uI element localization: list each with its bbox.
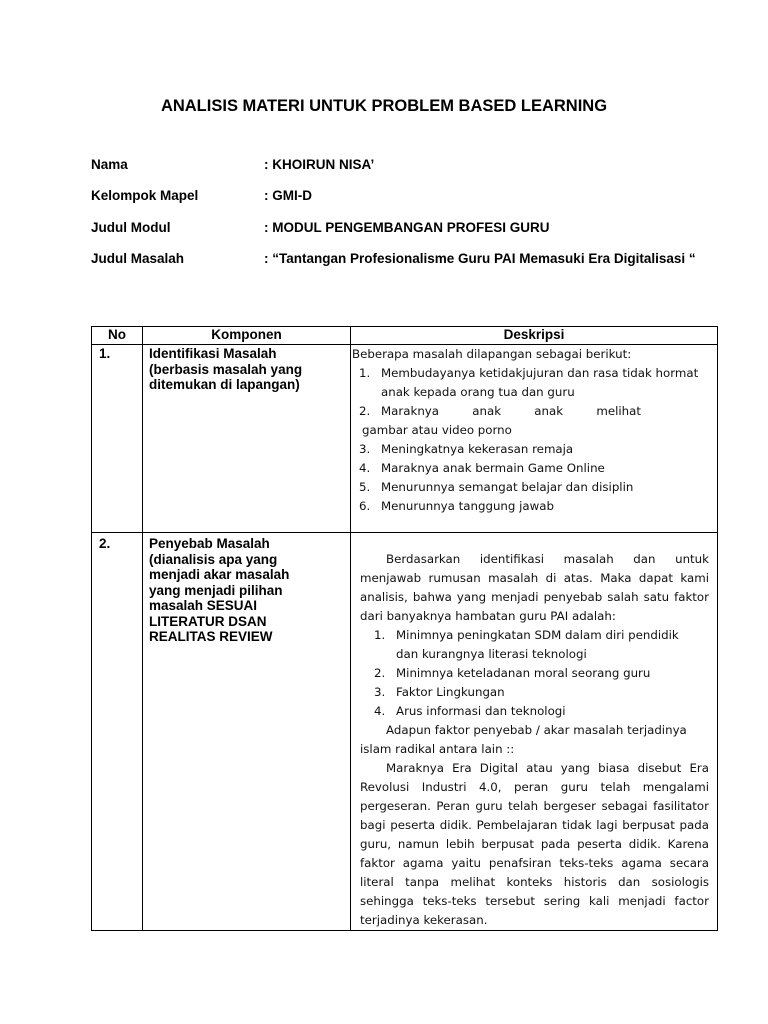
list-number: 5.: [359, 480, 371, 494]
list-text-justified: [381, 402, 711, 421]
problem-list: [351, 440, 711, 516]
row-deskripsi: [351, 345, 718, 533]
meta-value: : GMI-D: [264, 188, 312, 203]
list-continuation: gambar atau video porno: [362, 423, 512, 437]
list-item: [351, 402, 711, 421]
list-text: Faktor Lingkungan: [396, 685, 505, 699]
header-komponen: Komponen: [143, 327, 351, 345]
deskripsi-paragraph: Adapun faktor penyebab / akar masalah terjadinya islam radikal antara lain ::: [360, 723, 687, 756]
list-text: Minimnya peningkatan SDM dalam diri pendidik: [396, 628, 679, 642]
list-item: [351, 440, 711, 459]
komponen-line: menjadi akar masalah: [149, 567, 290, 582]
komponen-line: REALITAS REVIEW: [149, 629, 273, 644]
header-no: No: [92, 327, 143, 345]
table-row: [92, 533, 718, 931]
meta-row-nama: [91, 157, 731, 177]
meta-row-kelompok-mapel: [91, 188, 731, 208]
komponen-line: LITERATUR DSAN: [149, 613, 267, 629]
komponen-line: ditemukan di lapangan): [149, 377, 300, 392]
meta-label: Judul Masalah: [91, 251, 185, 266]
komponen-line: masalah SESUAI: [149, 598, 258, 613]
list-number: 4.: [359, 461, 371, 475]
list-text: dan kurangnya literasi teknologi: [396, 647, 587, 661]
list-number: 1.: [359, 366, 371, 380]
row-number: 2.: [92, 533, 143, 931]
list-word: anak: [472, 404, 502, 418]
deskripsi-paragraph: Maraknya Era Digital atau yang biasa disebut Era Revolusi Industri 4.0, peran guru telah mengalami pergeseran. Peran guru telah bergeser sebagai fasilitator bagi peserta didik. Pembelajaran tidak lagi berpusat pada guru, namun lebih berpusat pada peserta didik. Karena faktor agama yaitu penafsiran teks-teks agama secara literal tanpa melihat konteks historis dan sosiologis sehingga teks-teks tersebut sering kali menjadi factor terjadinya kekerasan.: [360, 761, 709, 927]
list-number: 2.: [359, 404, 371, 418]
row-deskripsi: [351, 533, 718, 931]
document-title: ANALISIS MATERI UNTUK PROBLEM BASED LEARNING: [160, 97, 608, 115]
meta-label: Kelompok Mapel: [91, 188, 199, 203]
list-word: Maraknya: [381, 404, 440, 418]
list-item: [360, 702, 709, 721]
table-header-row: [92, 327, 718, 345]
komponen-line: Identifikasi Masalah: [149, 346, 277, 361]
meta-row-judul-masalah: [91, 251, 731, 271]
row-komponen: [143, 533, 351, 931]
komponen-line: (berbasis masalah yang: [149, 361, 303, 377]
komponen-line: yang menjadi pilihan: [149, 582, 283, 598]
list-item: [351, 459, 711, 478]
meta-row-judul-modul: [91, 220, 731, 240]
header-deskripsi: Deskripsi: [351, 327, 718, 345]
list-item: [351, 478, 711, 497]
list-number: 2.: [374, 666, 386, 680]
analysis-table: [91, 326, 718, 931]
problem-list: [351, 364, 711, 421]
table-row: [92, 345, 718, 533]
list-number: 6.: [359, 499, 371, 513]
list-item: [351, 497, 711, 516]
cause-list: [360, 626, 709, 721]
list-text: Menurunnya tanggung jawab: [381, 499, 555, 513]
list-text: Meningkatnya kekerasan remaja: [381, 442, 574, 456]
list-word: melihat: [596, 404, 641, 418]
meta-value: : MODUL PENGEMBANGAN PROFESI GURU: [264, 220, 550, 235]
list-text: Arus informasi dan teknologi: [396, 704, 566, 718]
list-number: 1.: [374, 628, 386, 642]
list-text: Minimnya keteladanan moral seorang guru: [396, 666, 651, 680]
deskripsi-intro: Beberapa masalah dilapangan sebagai berikut:: [352, 347, 632, 361]
meta-label: Judul Modul: [91, 220, 171, 235]
list-item: [360, 683, 709, 702]
row-komponen: [143, 345, 351, 533]
list-item: [351, 364, 711, 402]
meta-value: : “Tantangan Profesionalisme Guru PAI Memasuki Era Digitalisasi “: [264, 251, 696, 266]
list-text: anak kepada orang tua dan guru: [381, 385, 575, 399]
list-item: [360, 626, 709, 664]
komponen-line: Penyebab Masalah: [149, 536, 270, 551]
list-word: anak: [534, 404, 564, 418]
meta-value: : KHOIRUN NISA’: [264, 157, 375, 172]
list-number: 3.: [374, 685, 386, 699]
list-text: Membudayanya ketidakjujuran dan rasa tidak hormat: [381, 366, 699, 380]
deskripsi-paragraph: Berdasarkan identifikasi masalah dan untuk menjawab rumusan masalah di atas. Maka dapat kami analisis, bahwa yang menjadi penyebab salah satu faktor dari banyaknya hambatan guru PAI adalah:: [360, 552, 709, 623]
list-text: Menurunnya semangat belajar dan disiplin: [381, 480, 634, 494]
row-number: 1.: [92, 345, 143, 533]
list-item: [360, 664, 709, 683]
komponen-line: (dianalisis apa yang: [149, 551, 278, 567]
list-text: Maraknya anak bermain Game Online: [381, 461, 605, 475]
meta-label: Nama: [91, 157, 128, 172]
list-number: 3.: [359, 442, 371, 456]
list-number: 4.: [374, 704, 386, 718]
